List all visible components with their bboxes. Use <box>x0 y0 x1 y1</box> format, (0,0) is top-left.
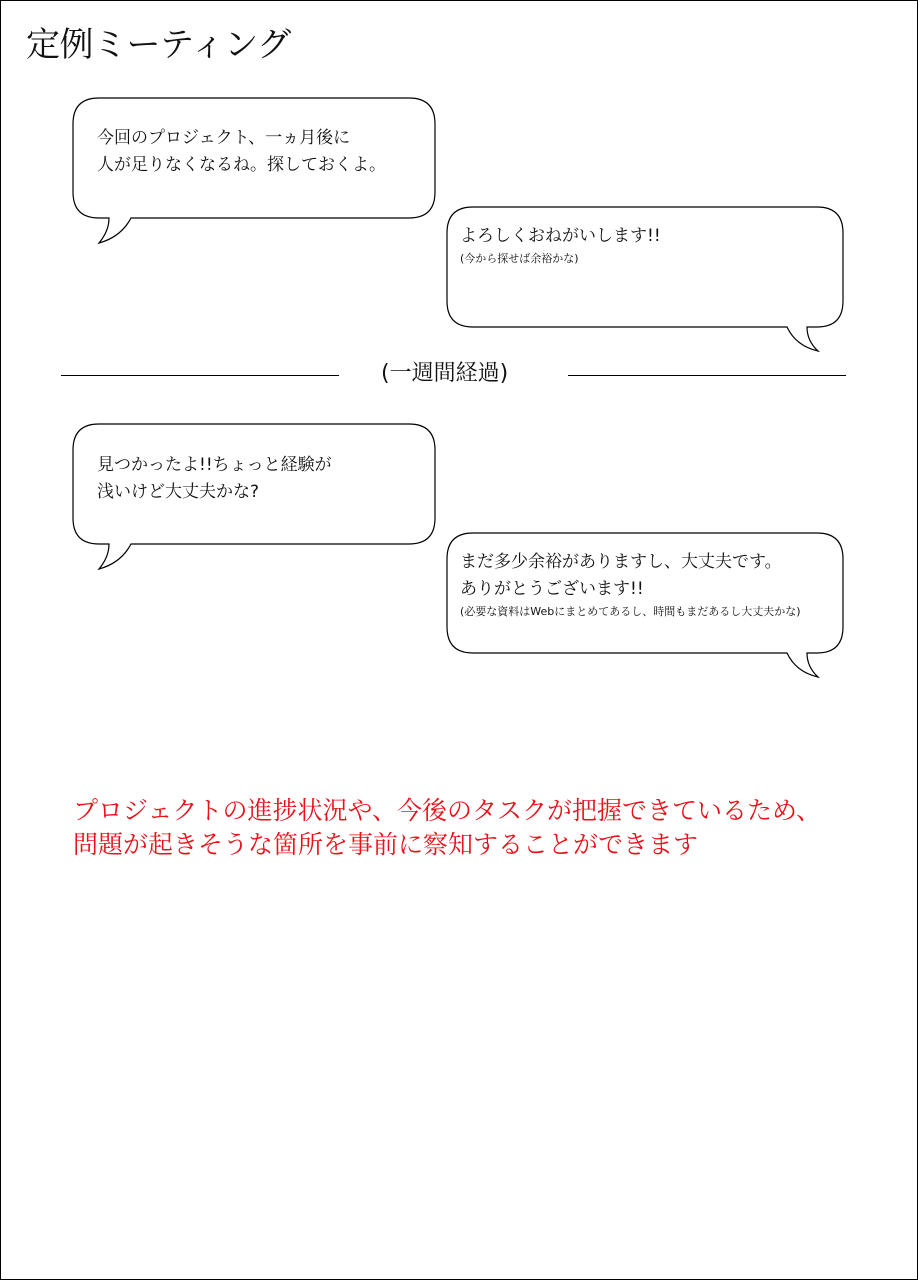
divider-line-right <box>568 375 846 376</box>
message-line: 今回のプロジェクト、一ヵ月後に <box>97 128 351 148</box>
message-line: よろしくおねがいします!! <box>460 226 661 246</box>
message-3-text <box>97 452 332 506</box>
message-line: 浅いけど大丈夫かな? <box>97 482 260 502</box>
message-1-text <box>97 125 386 179</box>
conclusion-line: プロジェクトの進捗状況や、今後のタスクが把握できているため、 <box>73 796 822 825</box>
page-title: 定例ミーティング <box>26 25 291 65</box>
message-note: (今から探せば余裕かな) <box>460 252 579 265</box>
message-4-text <box>460 549 801 621</box>
message-line: 人が足りなくなるね。探しておくよ。 <box>97 155 386 175</box>
message-line: ありがとうございます!! <box>460 579 644 599</box>
conclusion-line: 問題が起きそうな箇所を事前に察知することができます <box>73 830 699 859</box>
message-note: (必要な資料はWebにまとめてあるし、時間もまだあるし大丈夫かな) <box>460 605 801 618</box>
message-2-text <box>460 223 661 268</box>
conclusion-text <box>73 794 821 862</box>
divider-label: (一週間経過) <box>381 361 509 386</box>
speech-bubbles <box>1 1 917 1279</box>
message-line: まだ多少余裕がありますし、大丈夫です。 <box>460 552 782 572</box>
divider-line-left <box>61 375 339 376</box>
message-line: 見つかったよ!!ちょっと経験が <box>97 455 332 475</box>
